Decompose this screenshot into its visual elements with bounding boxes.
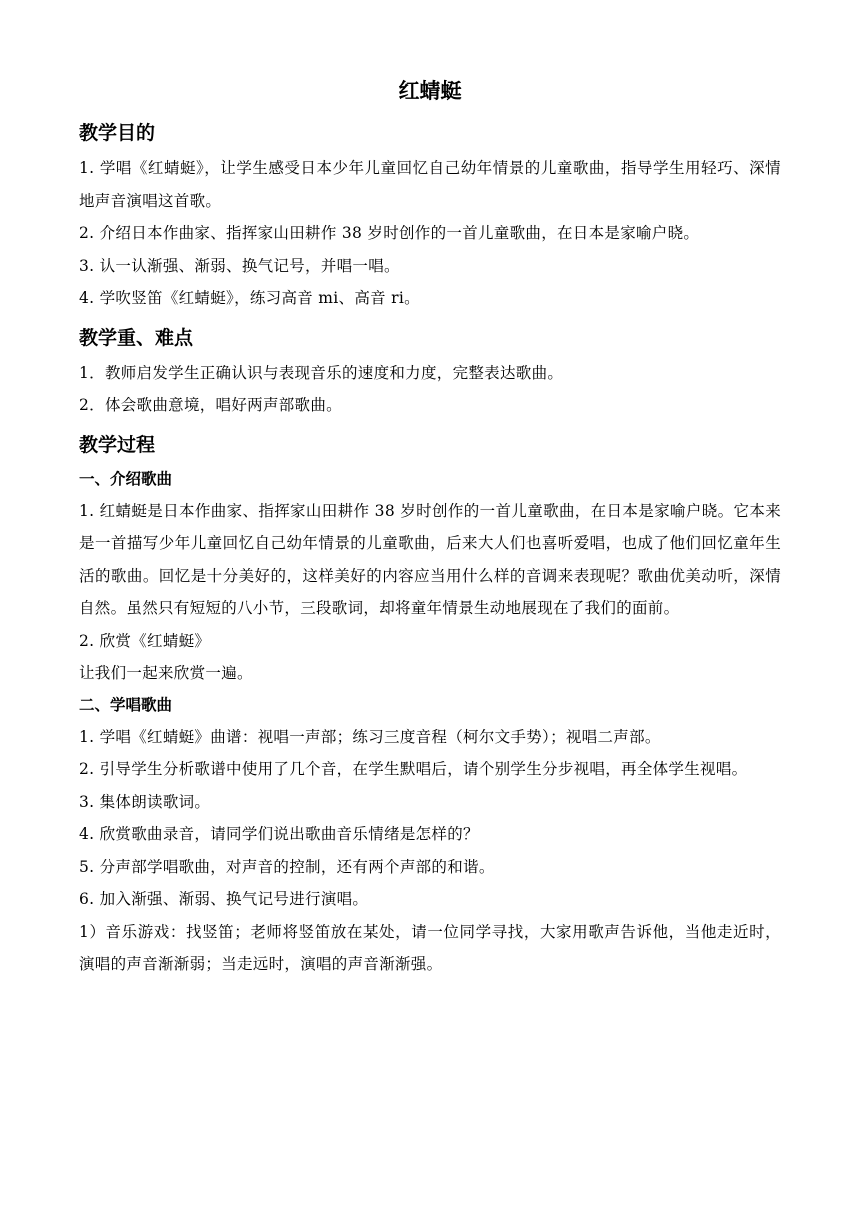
subsection-heading: 一、介绍歌曲: [79, 469, 173, 488]
paragraph: 4. 学吹竖笛《红蜻蜓》，练习高音 mi、高音 ri。: [79, 289, 420, 307]
paragraph-list: [79, 152, 781, 315]
paragraph: 1. 学唱《红蜻蜓》曲谱：视唱一声部；练习三度音程（柯尔文手势）；视唱二声部。: [79, 727, 661, 746]
paragraph: 1）音乐游戏：找竖笛；老师将竖笛放在某处，请一位同学寻找，大家用歌声告诉他，当他走近时，演唱的声音渐渐弱；当走远时，演唱的声音渐渐强。: [79, 922, 781, 973]
paragraph: 1．教师启发学生正确认识与表现音乐的速度和力度，完整表达歌曲。: [79, 363, 564, 382]
paragraph: 1. 学唱《红蜻蜓》，让学生感受日本少年儿童回忆自己幼年情景的儿童歌曲，指导学生用轻巧、深情地声音演唱这首歌。: [79, 159, 781, 210]
paragraph: 3. 集体朗读歌词。: [79, 792, 211, 811]
section-heading: 教学重、难点: [79, 326, 194, 349]
subsection-heading: 二、学唱歌曲: [79, 695, 173, 714]
paragraph: 2. 引导学生分析歌谱中使用了几个音，在学生默唱后，请个别学生分步视唱，再全体学生视唱。: [79, 760, 748, 778]
paragraph: 2．体会歌曲意境，唱好两声部歌曲。: [79, 396, 342, 414]
subsection-introduce-song: [79, 464, 781, 690]
section-heading: 教学过程: [79, 433, 156, 456]
section-heading: 教学目的: [79, 122, 156, 144]
paragraph: 3. 认一认渐强、渐弱、换气记号，并唱一唱。: [79, 256, 400, 275]
document-page: [79, 72, 781, 981]
section-teaching-process: [79, 428, 781, 981]
paragraph: 6. 加入渐强、渐弱、换气记号进行演唱。: [79, 890, 369, 908]
paragraph: 4. 欣赏歌曲录音，请同学们说出歌曲音乐情绪是怎样的？: [79, 825, 479, 843]
document-title: 红蜻蜓: [398, 79, 462, 103]
section-teaching-goals: [79, 116, 781, 315]
subsection-learn-song: [79, 690, 781, 981]
paragraph: 让我们一起来欣赏一遍。: [79, 664, 253, 682]
paragraph-list: [79, 357, 781, 422]
paragraph: 1. 红蜻蜓是日本作曲家、指挥家山田耕作 38 岁时创作的一首儿童歌曲，在日本是家喻户晓。它本来是一首描写少年儿童回忆自己幼年情景的儿童歌曲，后来大人们也喜听爱唱，也成了他们回忆童年生活的歌曲。回忆是十分美好的，这样美好的内容应当用什么样的音调来表现呢？歌曲优美动听，深情自然。虽然只有短短的八小节，三段歌词，却将童年情景生动地展现在了我们的面前。: [79, 501, 781, 617]
section-key-points: [79, 321, 781, 422]
paragraph: 2. 欣赏《红蜻蜓》: [79, 631, 211, 650]
paragraph: 5. 分声部学唱歌曲，对声音的控制，还有两个声部的和谐。: [79, 857, 495, 876]
paragraph: 2. 介绍日本作曲家、指挥家山田耕作 38 岁时创作的一首儿童歌曲，在日本是家喻户晓。: [79, 224, 700, 242]
